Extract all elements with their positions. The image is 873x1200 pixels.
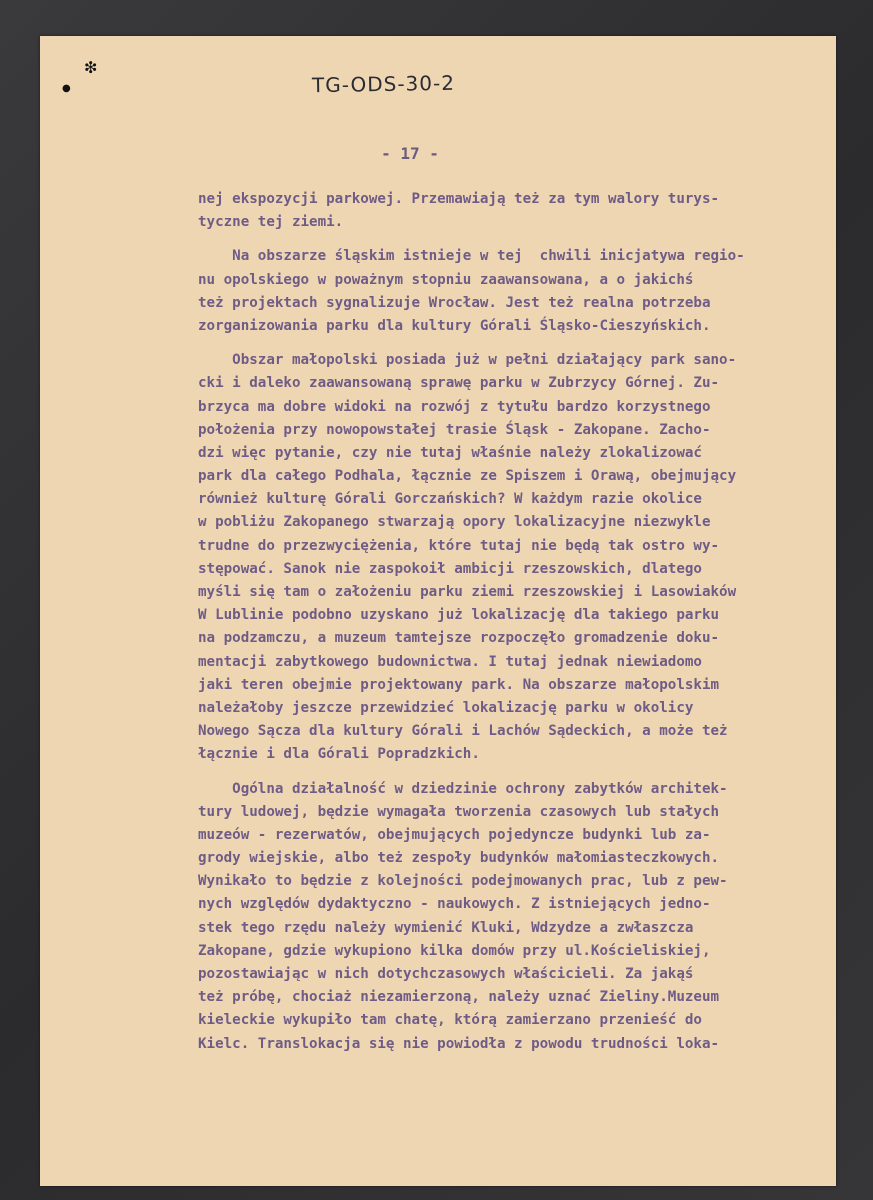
- paragraph: [198, 188, 818, 234]
- text-line: stek tego rzędu należy wymienić Kluki, Wdzydze a zwłaszcza: [198, 919, 694, 936]
- text-line: park dla całego Podhala, łącznie ze Spiszem i Orawą, obejmujący: [198, 468, 737, 485]
- text-line: położenia przy nowopowstałej trasie Śląsk - Zakopane. Zacho-: [198, 421, 711, 438]
- page-number: - 17 -: [381, 144, 439, 163]
- text-line: na podzamczu, a muzeum tamtejsze rozpoczęło gromadzenie doku-: [198, 630, 720, 647]
- text-line: tury ludowej, będzie wymagała tworzenia czasowych lub stałych: [198, 803, 720, 820]
- text-line: cki i daleko zaawansowaną sprawę parku w Zubrzycy Górnej. Zu-: [198, 375, 720, 392]
- handwritten-reference: TG-ODS-30-2: [311, 70, 456, 98]
- text-line: tyczne tej ziemi.: [198, 214, 344, 231]
- text-line: W Lublinie podobno uzyskano już lokalizację dla takiego parku: [198, 607, 720, 624]
- text-line: nu opolskiego w poważnym stopniu zaawansowana, a o jakichś: [198, 271, 694, 288]
- paragraph: [198, 778, 818, 1056]
- text-line: grody wiejskie, albo też zespoły budynków małomiasteczkowych.: [198, 850, 720, 867]
- text-line: w pobliżu Zakopanego stwarzają opory lokalizacyjne niezwykle: [198, 514, 711, 531]
- text-line: Zakopane, gdzie wykupiono kilka domów przy ul.Kościeliskiej,: [198, 942, 711, 959]
- text-line: nych względów dydaktyczno - naukowych. Z istniejących jedno-: [198, 896, 711, 913]
- text-line: mentacji zabytkowego budownictwa. I tutaj jednak niewiadomo: [198, 653, 702, 670]
- text-line: jaki teren obejmie projektowany park. Na obszarze małopolskim: [198, 676, 720, 693]
- text-line: zorganizowania parku dla kultury Górali Śląsko-Cieszyńskich.: [198, 317, 711, 334]
- text-line: myśli się tam o założeniu parku ziemi rzeszowskiej i Lasowiaków: [198, 584, 737, 600]
- text-line: łącznie i dla Górali Popradzkich.: [198, 746, 480, 763]
- text-line: muzeów - rezerwatów, obejmujących pojedyncze budynki lub za-: [198, 826, 711, 843]
- text-line: nej ekspozycji parkowej. Przemawiają też za tym walory turys-: [198, 191, 720, 207]
- body-text: [198, 188, 818, 1056]
- text-line: Obszar małopolski posiada już w pełni działający park sano-: [198, 352, 737, 369]
- text-line: Ogólna działalność w dziedzinie ochrony zabytków architek-: [198, 780, 728, 797]
- punch-dot-icon: ●: [62, 83, 71, 94]
- paragraph: [198, 349, 818, 766]
- text-line: też projektach sygnalizuje Wrocław. Jest też realna potrzeba: [198, 294, 711, 311]
- text-line: trudne do przezwyciężenia, które tutaj nie będą tak ostro wy-: [198, 537, 720, 554]
- text-line: Na obszarze śląskim istnieje w tej chwili inicjatywa regio-: [198, 248, 745, 265]
- text-line: dzi więc pytanie, czy nie tutaj właśnie należy zlokalizować: [198, 444, 702, 461]
- text-line: Kielc. Translokacja się nie powiodła z powodu trudności loka-: [198, 1035, 720, 1052]
- text-line: pozostawiając w nich dotychczasowych właścicieli. Za jakąś: [198, 966, 694, 982]
- text-line: należałoby jeszcze przewidzieć lokalizację parku w okolicy: [198, 699, 694, 716]
- text-line: kieleckie wykupiło tam chatę, którą zamierzano przenieść do: [198, 1012, 702, 1029]
- punch-mark-icon: ❇: [84, 58, 98, 77]
- text-line: Wynikało to będzie z kolejności podejmowanych prac, lub z pew-: [198, 873, 728, 890]
- text-line: brzyca ma dobre widoki na rozwój z tytułu bardzo korzystnego: [198, 398, 711, 415]
- paragraph: [198, 245, 818, 338]
- document-page: [40, 36, 836, 1186]
- text-line: stępować. Sanok nie zaspokoił ambicji rzeszowskich, dlatego: [198, 560, 702, 577]
- text-line: Nowego Sącza dla kultury Górali i Lachów Sądeckich, a może też: [198, 723, 728, 740]
- text-line: również kulturę Górali Gorczańskich? W każdym razie okolice: [198, 491, 702, 508]
- text-line: też próbę, chociaż niezamierzoną, należy uznać Zieliny.Muzeum: [198, 989, 720, 1006]
